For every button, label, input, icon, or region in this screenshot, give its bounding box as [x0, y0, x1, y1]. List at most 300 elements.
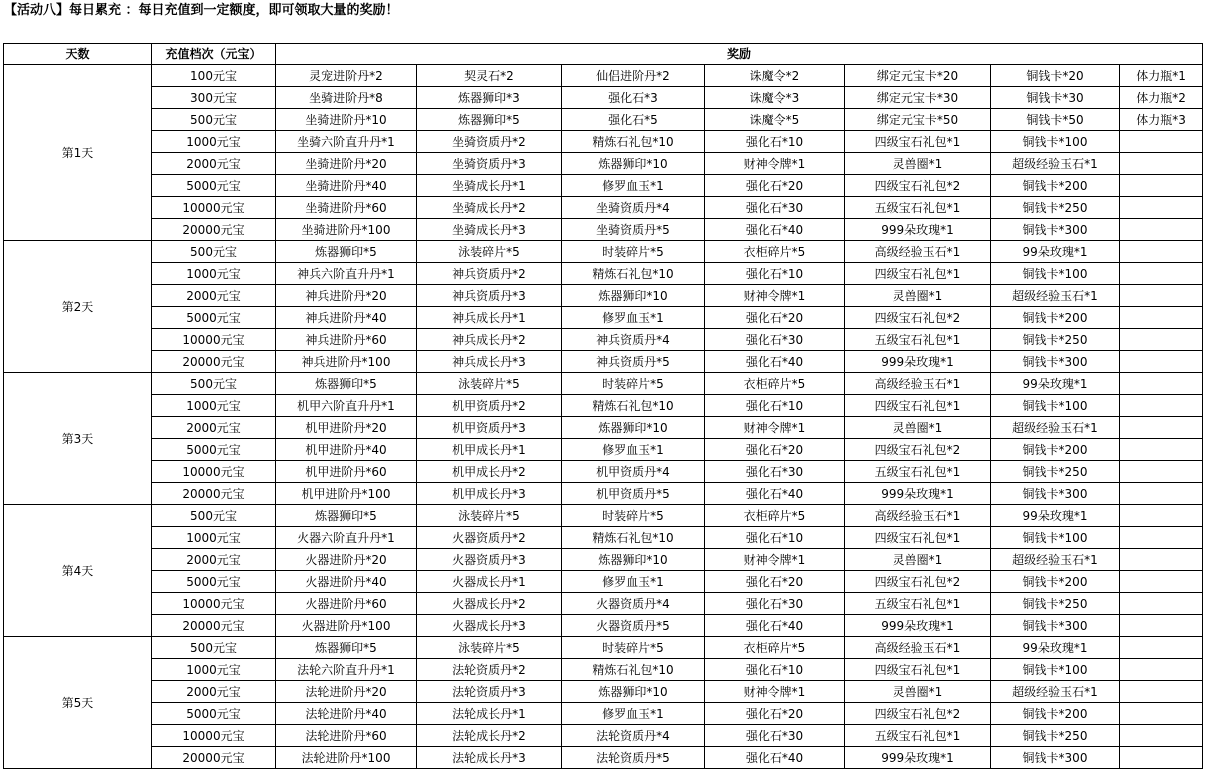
reward-cell: 灵兽圈*1	[845, 549, 991, 571]
table-row	[4, 373, 1203, 395]
reward-cell: 机甲进阶丹*60	[276, 461, 417, 483]
reward-cell: 四级宝石礼包*1	[845, 263, 991, 285]
reward-cell: 强化石*5	[562, 109, 705, 131]
reward-cell: 炼器狮印*3	[417, 87, 562, 109]
reward-cell: 机甲资质丹*3	[417, 417, 562, 439]
reward-cell: 神兵资质丹*5	[562, 351, 705, 373]
tier-cell: 5000元宝	[152, 703, 276, 725]
reward-cell: 坐骑成长丹*2	[417, 197, 562, 219]
reward-cell: 法轮进阶丹*40	[276, 703, 417, 725]
reward-cell: 坐骑资质丹*2	[417, 131, 562, 153]
reward-cell: 强化石*3	[562, 87, 705, 109]
table-row	[4, 241, 1203, 263]
reward-cell: 99朵玫瑰*1	[991, 505, 1120, 527]
reward-cell: 机甲六阶直升丹*1	[276, 395, 417, 417]
reward-cell: 铜钱卡*200	[991, 439, 1120, 461]
reward-cell	[1120, 175, 1203, 197]
reward-cell: 火器成长丹*1	[417, 571, 562, 593]
reward-cell: 绑定元宝卡*50	[845, 109, 991, 131]
reward-cell: 精炼石礼包*10	[562, 263, 705, 285]
reward-cell: 神兵成长丹*1	[417, 307, 562, 329]
reward-cell: 炼器狮印*10	[562, 681, 705, 703]
reward-cell: 高级经验玉石*1	[845, 241, 991, 263]
reward-cell: 绑定元宝卡*20	[845, 65, 991, 87]
reward-cell: 五级宝石礼包*1	[845, 725, 991, 747]
reward-cell: 99朵玫瑰*1	[991, 373, 1120, 395]
reward-cell: 炼器狮印*10	[562, 549, 705, 571]
tier-cell: 500元宝	[152, 109, 276, 131]
tier-cell: 1000元宝	[152, 527, 276, 549]
reward-cell: 炼器狮印*5	[417, 109, 562, 131]
reward-cell: 火器资质丹*2	[417, 527, 562, 549]
reward-cell: 铜钱卡*100	[991, 527, 1120, 549]
reward-cell: 超级经验玉石*1	[991, 285, 1120, 307]
reward-cell: 铜钱卡*300	[991, 747, 1120, 769]
reward-cell: 法轮进阶丹*100	[276, 747, 417, 769]
table-row	[4, 65, 1203, 87]
day-label: 第4天	[4, 505, 152, 637]
reward-cell: 机甲成长丹*1	[417, 439, 562, 461]
reward-cell: 坐骑资质丹*3	[417, 153, 562, 175]
reward-cell: 火器进阶丹*40	[276, 571, 417, 593]
reward-cell: 火器进阶丹*20	[276, 549, 417, 571]
reward-cell: 坐骑进阶丹*8	[276, 87, 417, 109]
reward-cell: 火器进阶丹*60	[276, 593, 417, 615]
reward-cell: 坐骑成长丹*3	[417, 219, 562, 241]
reward-cell: 灵兽圈*1	[845, 417, 991, 439]
table-row	[4, 109, 1203, 131]
reward-cell: 泳装碎片*5	[417, 373, 562, 395]
reward-cell: 神兵成长丹*3	[417, 351, 562, 373]
reward-cell: 炼器狮印*10	[562, 285, 705, 307]
reward-cell: 炼器狮印*10	[562, 153, 705, 175]
tier-cell: 20000元宝	[152, 219, 276, 241]
reward-cell	[1120, 637, 1203, 659]
reward-cell: 机甲进阶丹*40	[276, 439, 417, 461]
table-row	[4, 527, 1203, 549]
reward-cell: 火器资质丹*3	[417, 549, 562, 571]
table-row	[4, 681, 1203, 703]
reward-cell: 法轮成长丹*3	[417, 747, 562, 769]
reward-cell: 四级宝石礼包*1	[845, 659, 991, 681]
reward-cell: 超级经验玉石*1	[991, 549, 1120, 571]
reward-cell: 精炼石礼包*10	[562, 131, 705, 153]
reward-cell: 坐骑进阶丹*20	[276, 153, 417, 175]
day-label: 第5天	[4, 637, 152, 769]
reward-cell	[1120, 747, 1203, 769]
reward-cell: 修罗血玉*1	[562, 703, 705, 725]
reward-cell	[1120, 373, 1203, 395]
reward-cell: 强化石*40	[705, 483, 845, 505]
table-row	[4, 747, 1203, 769]
reward-cell	[1120, 505, 1203, 527]
reward-cell: 时装碎片*5	[562, 373, 705, 395]
tier-cell: 2000元宝	[152, 153, 276, 175]
reward-cell	[1120, 703, 1203, 725]
reward-cell: 修罗血玉*1	[562, 439, 705, 461]
reward-cell: 时装碎片*5	[562, 241, 705, 263]
reward-cell: 强化石*20	[705, 571, 845, 593]
reward-cell: 铜钱卡*20	[991, 65, 1120, 87]
reward-cell	[1120, 571, 1203, 593]
reward-cell: 强化石*10	[705, 131, 845, 153]
reward-cell: 强化石*40	[705, 351, 845, 373]
reward-cell: 坐骑资质丹*5	[562, 219, 705, 241]
reward-cell: 神兵成长丹*2	[417, 329, 562, 351]
reward-cell: 强化石*30	[705, 593, 845, 615]
reward-cell: 火器成长丹*2	[417, 593, 562, 615]
reward-cell: 财神令牌*1	[705, 417, 845, 439]
tier-cell: 1000元宝	[152, 659, 276, 681]
reward-cell	[1120, 307, 1203, 329]
reward-cell: 修罗血玉*1	[562, 175, 705, 197]
reward-cell: 机甲资质丹*2	[417, 395, 562, 417]
reward-cell: 灵兽圈*1	[845, 681, 991, 703]
reward-cell	[1120, 417, 1203, 439]
table-row	[4, 219, 1203, 241]
reward-cell: 坐骑六阶直升丹*1	[276, 131, 417, 153]
reward-cell: 法轮成长丹*2	[417, 725, 562, 747]
reward-cell: 火器成长丹*3	[417, 615, 562, 637]
reward-cell: 坐骑进阶丹*40	[276, 175, 417, 197]
reward-cell: 法轮进阶丹*20	[276, 681, 417, 703]
tier-cell: 10000元宝	[152, 329, 276, 351]
reward-cell: 神兵进阶丹*20	[276, 285, 417, 307]
table-row	[4, 593, 1203, 615]
reward-cell: 泳装碎片*5	[417, 241, 562, 263]
reward-cell: 铜钱卡*300	[991, 351, 1120, 373]
reward-cell	[1120, 725, 1203, 747]
table-row	[4, 175, 1203, 197]
reward-cell: 炼器狮印*5	[276, 505, 417, 527]
reward-cell: 神兵进阶丹*40	[276, 307, 417, 329]
reward-cell: 神兵进阶丹*60	[276, 329, 417, 351]
table-row	[4, 549, 1203, 571]
table-row	[4, 483, 1203, 505]
reward-cell: 五级宝石礼包*1	[845, 329, 991, 351]
reward-cell: 超级经验玉石*1	[991, 153, 1120, 175]
reward-cell: 强化石*30	[705, 461, 845, 483]
reward-cell: 铜钱卡*30	[991, 87, 1120, 109]
tier-cell: 5000元宝	[152, 439, 276, 461]
reward-cell: 神兵资质丹*2	[417, 263, 562, 285]
reward-cell: 诛魔令*5	[705, 109, 845, 131]
reward-cell: 神兵资质丹*3	[417, 285, 562, 307]
reward-cell: 铜钱卡*200	[991, 307, 1120, 329]
reward-cell: 灵宠进阶丹*2	[276, 65, 417, 87]
table-row	[4, 659, 1203, 681]
reward-cell	[1120, 329, 1203, 351]
reward-cell	[1120, 681, 1203, 703]
reward-cell: 铜钱卡*250	[991, 197, 1120, 219]
reward-cell: 铜钱卡*50	[991, 109, 1120, 131]
table-row	[4, 439, 1203, 461]
page-title: 【活动八】每日累充 ：每日充值到一定额度，即可领取大量的奖励！	[4, 3, 399, 18]
reward-cell	[1120, 395, 1203, 417]
tier-cell: 1000元宝	[152, 131, 276, 153]
table-row	[4, 461, 1203, 483]
reward-cell: 铜钱卡*100	[991, 131, 1120, 153]
reward-cell: 神兵六阶直升丹*1	[276, 263, 417, 285]
tier-cell: 500元宝	[152, 637, 276, 659]
reward-cell: 999朵玫瑰*1	[845, 483, 991, 505]
tier-cell: 10000元宝	[152, 725, 276, 747]
table-row	[4, 329, 1203, 351]
table-body	[4, 65, 1203, 769]
reward-cell: 衣柜碎片*5	[705, 241, 845, 263]
reward-cell: 铜钱卡*200	[991, 175, 1120, 197]
reward-cell: 强化石*40	[705, 615, 845, 637]
reward-cell: 强化石*30	[705, 329, 845, 351]
table-row	[4, 87, 1203, 109]
tier-cell: 1000元宝	[152, 395, 276, 417]
reward-cell	[1120, 483, 1203, 505]
reward-cell: 财神令牌*1	[705, 549, 845, 571]
reward-cell: 铜钱卡*100	[991, 395, 1120, 417]
reward-cell: 超级经验玉石*1	[991, 681, 1120, 703]
reward-cell: 强化石*10	[705, 659, 845, 681]
reward-cell: 泳装碎片*5	[417, 637, 562, 659]
reward-cell: 铜钱卡*250	[991, 725, 1120, 747]
tier-cell: 2000元宝	[152, 549, 276, 571]
reward-cell: 法轮六阶直升丹*1	[276, 659, 417, 681]
reward-cell: 机甲成长丹*2	[417, 461, 562, 483]
tier-cell: 10000元宝	[152, 197, 276, 219]
reward-cell: 铜钱卡*200	[991, 703, 1120, 725]
reward-cell: 法轮资质丹*5	[562, 747, 705, 769]
tier-cell: 500元宝	[152, 373, 276, 395]
reward-cell: 灵兽圈*1	[845, 153, 991, 175]
tier-cell: 10000元宝	[152, 593, 276, 615]
reward-cell: 高级经验玉石*1	[845, 373, 991, 395]
header-tier: 充值档次（元宝）	[152, 44, 276, 65]
reward-table-container	[3, 43, 1203, 769]
reward-cell: 体力瓶*1	[1120, 65, 1203, 87]
reward-cell: 铜钱卡*300	[991, 219, 1120, 241]
reward-cell: 铜钱卡*300	[991, 483, 1120, 505]
reward-cell: 衣柜碎片*5	[705, 505, 845, 527]
reward-cell: 财神令牌*1	[705, 681, 845, 703]
reward-cell: 机甲资质丹*5	[562, 483, 705, 505]
reward-cell: 强化石*10	[705, 527, 845, 549]
table-row	[4, 637, 1203, 659]
day-label: 第1天	[4, 65, 152, 241]
reward-cell: 财神令牌*1	[705, 285, 845, 307]
tier-cell: 20000元宝	[152, 615, 276, 637]
reward-cell	[1120, 549, 1203, 571]
reward-cell: 强化石*40	[705, 219, 845, 241]
reward-cell: 强化石*30	[705, 197, 845, 219]
reward-cell: 坐骑进阶丹*100	[276, 219, 417, 241]
tier-cell: 500元宝	[152, 505, 276, 527]
reward-cell: 火器六阶直升丹*1	[276, 527, 417, 549]
reward-cell: 时装碎片*5	[562, 505, 705, 527]
reward-cell: 999朵玫瑰*1	[845, 351, 991, 373]
reward-cell: 坐骑成长丹*1	[417, 175, 562, 197]
tier-cell: 20000元宝	[152, 747, 276, 769]
reward-cell: 炼器狮印*5	[276, 637, 417, 659]
reward-cell: 四级宝石礼包*2	[845, 439, 991, 461]
header-row	[4, 44, 1203, 65]
reward-cell	[1120, 461, 1203, 483]
reward-cell: 修罗血玉*1	[562, 571, 705, 593]
reward-cell: 火器资质丹*4	[562, 593, 705, 615]
reward-cell: 灵兽圈*1	[845, 285, 991, 307]
reward-cell: 四级宝石礼包*1	[845, 131, 991, 153]
table-row	[4, 703, 1203, 725]
reward-cell: 铜钱卡*300	[991, 615, 1120, 637]
reward-cell: 精炼石礼包*10	[562, 395, 705, 417]
tier-cell: 2000元宝	[152, 285, 276, 307]
reward-cell: 炼器狮印*5	[276, 373, 417, 395]
day-label: 第3天	[4, 373, 152, 505]
reward-cell: 诛魔令*2	[705, 65, 845, 87]
reward-cell: 体力瓶*2	[1120, 87, 1203, 109]
tier-cell: 5000元宝	[152, 307, 276, 329]
reward-cell	[1120, 351, 1203, 373]
reward-cell: 强化石*30	[705, 725, 845, 747]
tier-cell: 2000元宝	[152, 417, 276, 439]
reward-cell: 绑定元宝卡*30	[845, 87, 991, 109]
reward-cell: 铜钱卡*250	[991, 593, 1120, 615]
reward-table	[3, 43, 1203, 769]
reward-cell	[1120, 197, 1203, 219]
reward-cell	[1120, 153, 1203, 175]
reward-cell	[1120, 593, 1203, 615]
reward-cell: 仙侣进阶丹*2	[562, 65, 705, 87]
reward-cell	[1120, 263, 1203, 285]
reward-cell: 五级宝石礼包*1	[845, 593, 991, 615]
reward-cell: 精炼石礼包*10	[562, 527, 705, 549]
reward-cell: 时装碎片*5	[562, 637, 705, 659]
table-row	[4, 571, 1203, 593]
reward-cell: 炼器狮印*5	[276, 241, 417, 263]
reward-cell: 机甲进阶丹*100	[276, 483, 417, 505]
reward-cell: 坐骑资质丹*4	[562, 197, 705, 219]
reward-cell: 铜钱卡*250	[991, 461, 1120, 483]
reward-cell: 高级经验玉石*1	[845, 505, 991, 527]
reward-cell: 99朵玫瑰*1	[991, 241, 1120, 263]
reward-cell: 修罗血玉*1	[562, 307, 705, 329]
reward-cell: 铜钱卡*250	[991, 329, 1120, 351]
reward-cell: 法轮成长丹*1	[417, 703, 562, 725]
table-row	[4, 395, 1203, 417]
tier-cell: 2000元宝	[152, 681, 276, 703]
tier-cell: 500元宝	[152, 241, 276, 263]
reward-cell: 五级宝石礼包*1	[845, 197, 991, 219]
reward-cell: 法轮资质丹*4	[562, 725, 705, 747]
reward-cell	[1120, 659, 1203, 681]
table-row	[4, 263, 1203, 285]
reward-cell: 体力瓶*3	[1120, 109, 1203, 131]
tier-cell: 5000元宝	[152, 175, 276, 197]
reward-cell: 高级经验玉石*1	[845, 637, 991, 659]
reward-cell: 财神令牌*1	[705, 153, 845, 175]
header-reward: 奖励	[276, 44, 1203, 65]
reward-cell: 法轮资质丹*2	[417, 659, 562, 681]
tier-cell: 100元宝	[152, 65, 276, 87]
tier-cell: 20000元宝	[152, 483, 276, 505]
day-label: 第2天	[4, 241, 152, 373]
table-row	[4, 351, 1203, 373]
reward-cell: 坐骑进阶丹*10	[276, 109, 417, 131]
reward-cell: 精炼石礼包*10	[562, 659, 705, 681]
reward-cell: 五级宝石礼包*1	[845, 461, 991, 483]
header-day: 天数	[4, 44, 152, 65]
table-row	[4, 285, 1203, 307]
reward-cell: 机甲进阶丹*20	[276, 417, 417, 439]
reward-cell: 强化石*20	[705, 439, 845, 461]
table-row	[4, 307, 1203, 329]
reward-cell: 神兵资质丹*4	[562, 329, 705, 351]
reward-cell: 火器资质丹*5	[562, 615, 705, 637]
reward-cell: 法轮资质丹*3	[417, 681, 562, 703]
reward-cell: 泳装碎片*5	[417, 505, 562, 527]
reward-cell: 四级宝石礼包*2	[845, 703, 991, 725]
reward-cell: 四级宝石礼包*1	[845, 527, 991, 549]
reward-cell	[1120, 615, 1203, 637]
tier-cell: 20000元宝	[152, 351, 276, 373]
reward-cell: 火器进阶丹*100	[276, 615, 417, 637]
reward-cell: 强化石*40	[705, 747, 845, 769]
reward-cell: 99朵玫瑰*1	[991, 637, 1120, 659]
reward-cell	[1120, 527, 1203, 549]
reward-cell: 衣柜碎片*5	[705, 373, 845, 395]
table-row	[4, 131, 1203, 153]
reward-cell: 999朵玫瑰*1	[845, 615, 991, 637]
tier-cell: 1000元宝	[152, 263, 276, 285]
reward-cell: 铜钱卡*100	[991, 263, 1120, 285]
reward-cell	[1120, 219, 1203, 241]
reward-cell: 999朵玫瑰*1	[845, 219, 991, 241]
reward-cell: 四级宝石礼包*2	[845, 571, 991, 593]
reward-cell: 诛魔令*3	[705, 87, 845, 109]
reward-cell	[1120, 285, 1203, 307]
reward-cell: 强化石*10	[705, 263, 845, 285]
table-row	[4, 417, 1203, 439]
reward-cell: 契灵石*2	[417, 65, 562, 87]
reward-cell: 四级宝石礼包*2	[845, 175, 991, 197]
table-row	[4, 725, 1203, 747]
reward-cell: 超级经验玉石*1	[991, 417, 1120, 439]
reward-cell: 铜钱卡*100	[991, 659, 1120, 681]
reward-cell: 机甲成长丹*3	[417, 483, 562, 505]
reward-cell: 强化石*20	[705, 307, 845, 329]
tier-cell: 10000元宝	[152, 461, 276, 483]
reward-cell	[1120, 439, 1203, 461]
reward-cell: 炼器狮印*10	[562, 417, 705, 439]
reward-cell: 铜钱卡*200	[991, 571, 1120, 593]
table-row	[4, 615, 1203, 637]
reward-cell: 坐骑进阶丹*60	[276, 197, 417, 219]
table-row	[4, 197, 1203, 219]
reward-cell	[1120, 241, 1203, 263]
reward-cell: 四级宝石礼包*1	[845, 395, 991, 417]
reward-cell: 999朵玫瑰*1	[845, 747, 991, 769]
reward-cell: 强化石*20	[705, 703, 845, 725]
reward-cell: 衣柜碎片*5	[705, 637, 845, 659]
tier-cell: 5000元宝	[152, 571, 276, 593]
reward-cell: 神兵进阶丹*100	[276, 351, 417, 373]
reward-cell: 机甲资质丹*4	[562, 461, 705, 483]
table-row	[4, 505, 1203, 527]
table-row	[4, 153, 1203, 175]
reward-cell: 四级宝石礼包*2	[845, 307, 991, 329]
reward-cell: 强化石*10	[705, 395, 845, 417]
tier-cell: 300元宝	[152, 87, 276, 109]
reward-cell	[1120, 131, 1203, 153]
reward-cell: 强化石*20	[705, 175, 845, 197]
